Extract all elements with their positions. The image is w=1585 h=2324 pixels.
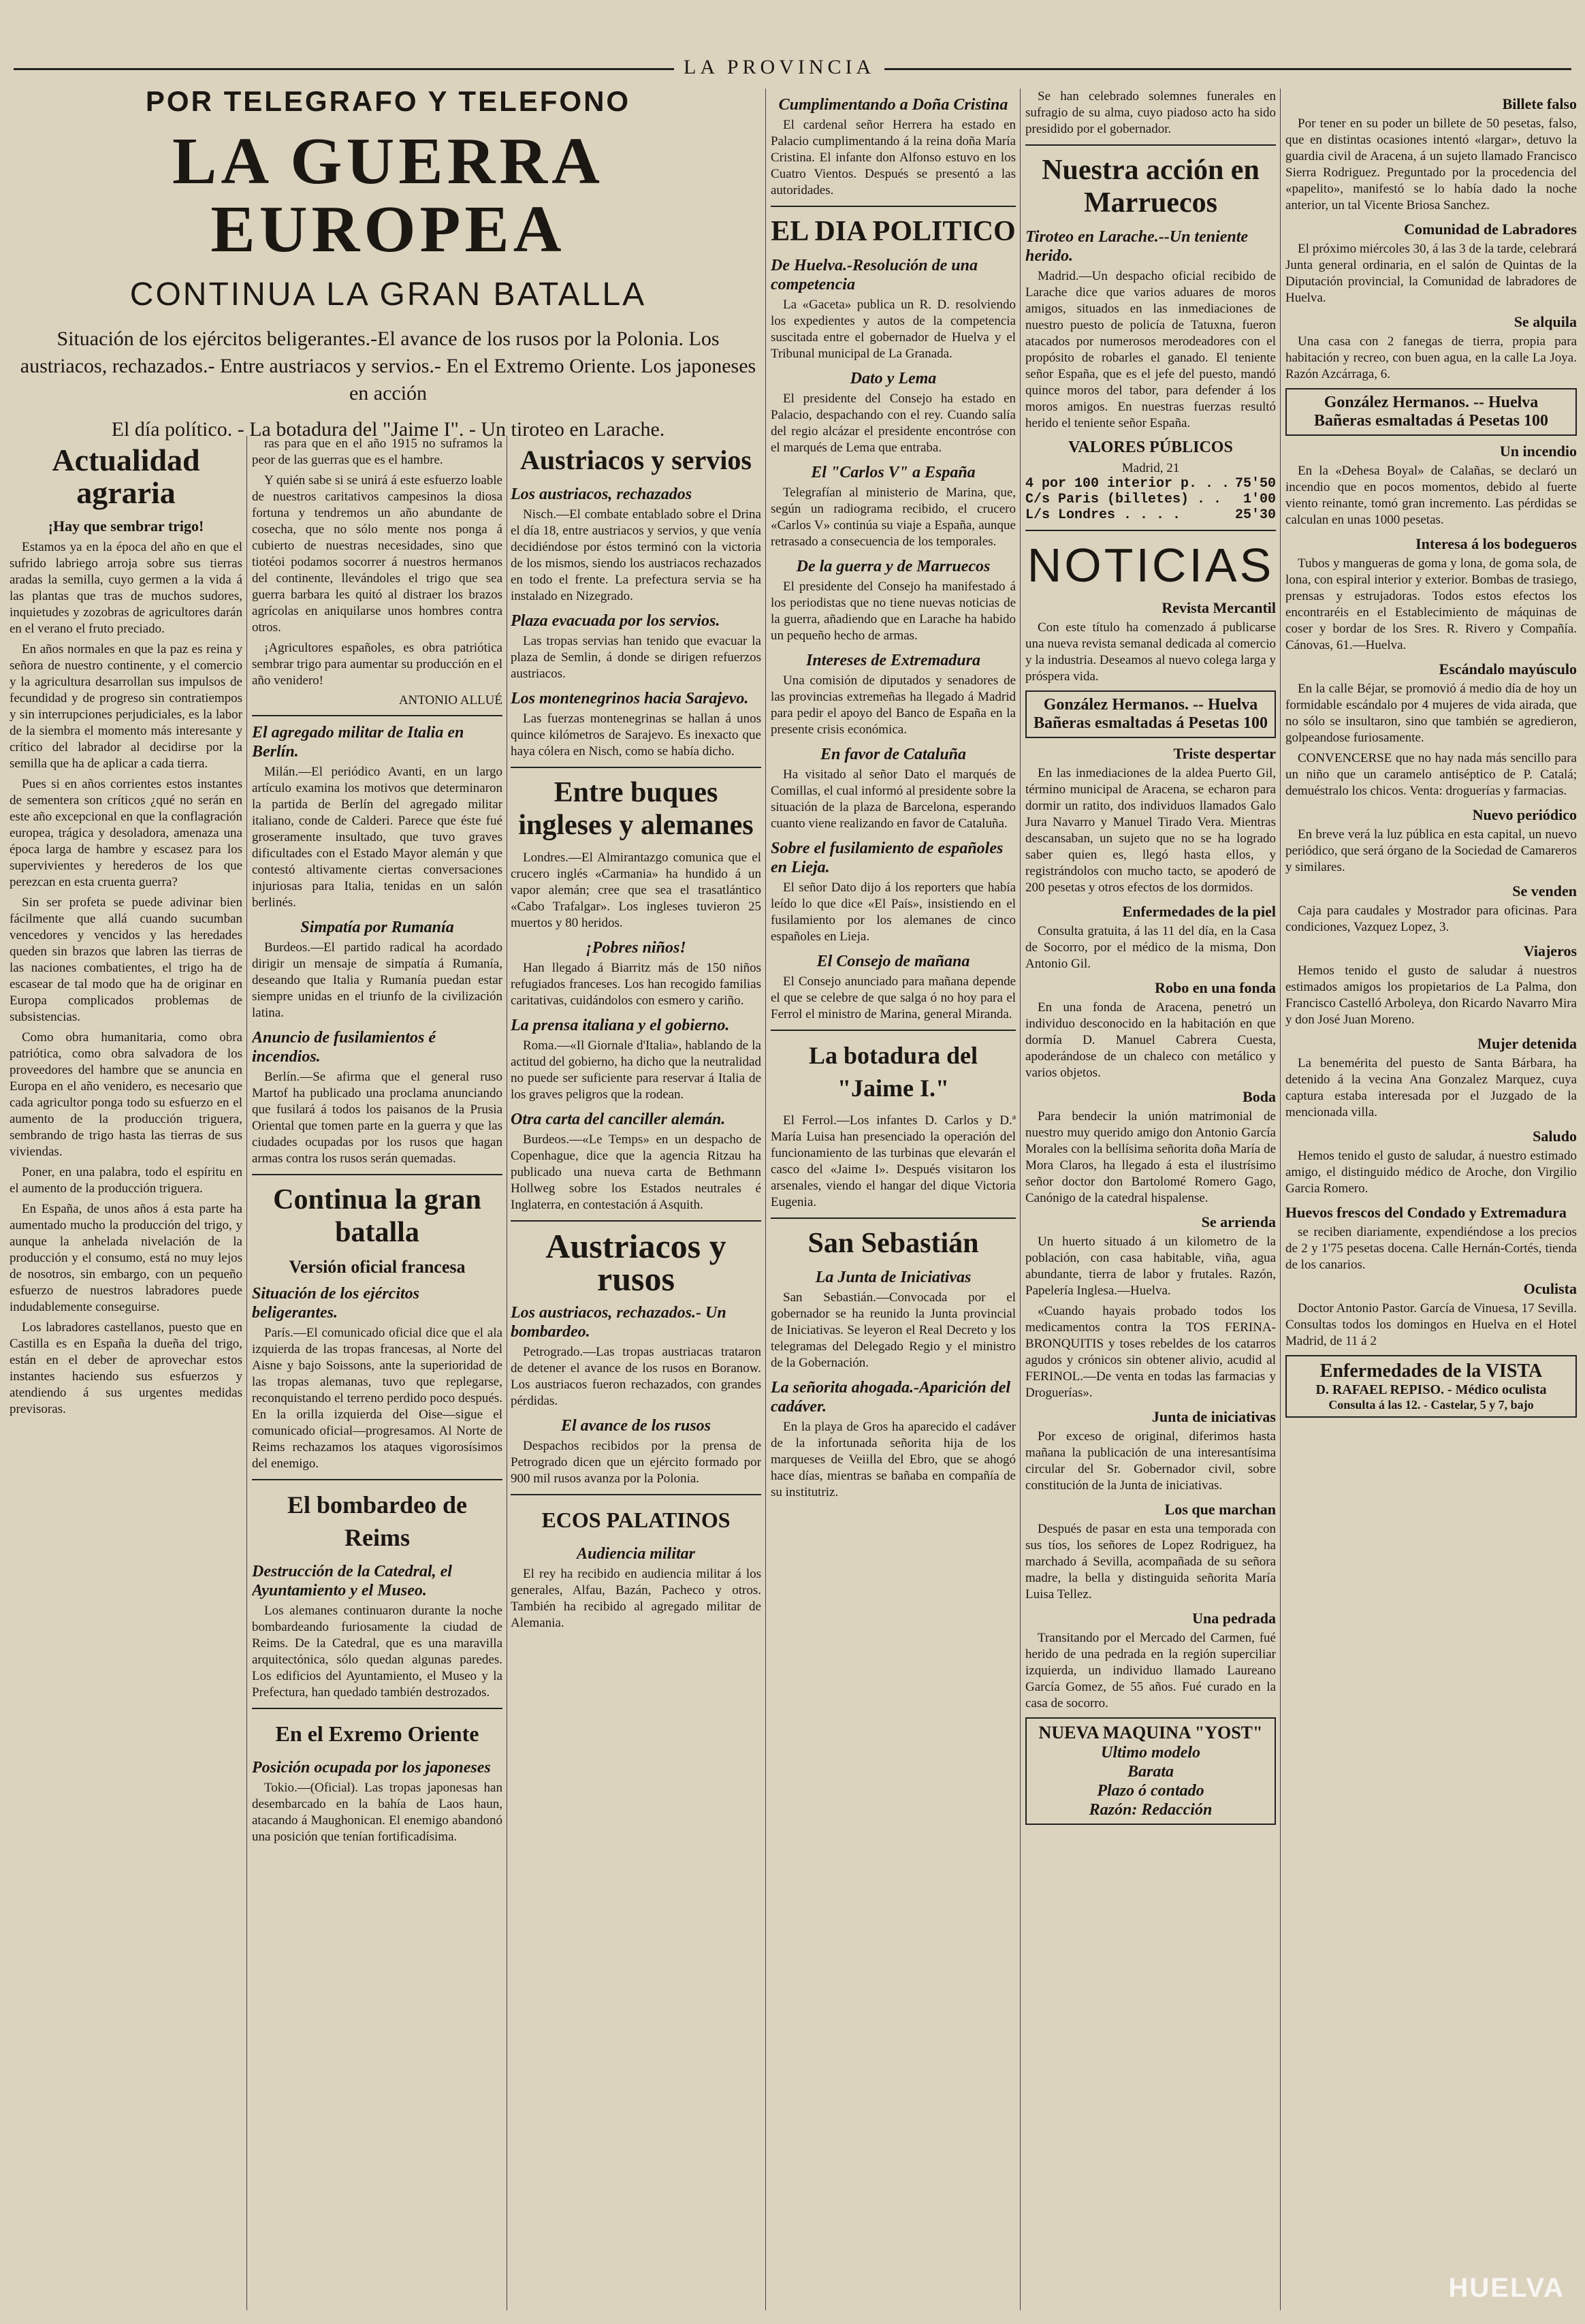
- paragraph: Ha visitado al señor Dato el marqués de Comillas, el cual informó al presidente sobre la situación de la plaza de Barcelona, esperando cuanto viene realizando en favor de Cataluña.: [771, 767, 1016, 831]
- values-row: 4 por 100 interior p. . . 75'50: [1025, 476, 1276, 492]
- article-title: Actualidad agraria: [52, 443, 200, 510]
- paragraph: Los alemanes continuaron durante la noche bombardeando furiosamente la ciudad de Reims. De la Catedral, que es una maravilla arquitectónica, sólo quedan algunas paredes. Los edificios del Ayuntamiento, el Museo y la Prefectura, han quedado también destrozados.: [252, 1604, 502, 1700]
- paragraph: El Ferrol.—Los infantes D. Carlos y D.ª María Luisa han presenciado la operación del funcionamiento de las turbinas que elevarán el casco del «Jaime I». Después visitaron los arsenales, viendo el hangar del dique Victoria Eugenia.: [771, 1113, 1016, 1209]
- divider: [252, 1174, 502, 1175]
- subheading: Los austriacos, rechazados.- Un bombardeo.: [511, 1304, 726, 1341]
- noticias-headline: NOTICIAS: [1027, 539, 1275, 592]
- subheading: Audiencia militar: [576, 1545, 696, 1563]
- paragraph: Burdeos.—«Le Temps» en un despacho de Copenhague, dice que la agencia Ritzau ha publicado una nueva carta de Bethmann Hollweg sobre los Estados neutrales é Inglaterra, en contestación á Asquith.: [511, 1132, 761, 1212]
- paragraph: Doctor Antonio Pastor. García de Vinuesa, 17 Sevilla. Consultas todos los domingos en Huelva en el Hotel Madrid, de 11 á 2: [1285, 1301, 1577, 1348]
- watermark-logo: HUELVA: [1448, 2273, 1565, 2303]
- paragraph: Un huerto situado á un kilometro de la población, con casa habitable, viña, agua abundante, tierra de labor y frutales. Razón, Papelería Inglesa.—Huelva.: [1025, 1235, 1276, 1298]
- paragraph: Poner, en una palabra, todo el espíritu en el aumento de la producción triguera.: [10, 1165, 242, 1196]
- subheading: Posición ocupada por los japoneses: [252, 1759, 491, 1777]
- banner-headline: LA GUERRA EUROPEA: [172, 125, 604, 266]
- paragraph: se reciben diariamente, expendiéndose a los precios de 2 y 1'75 pesetas docena. Calle Hernán-Cortés, tienda de los canarios.: [1285, 1225, 1577, 1272]
- paragraph: Se han celebrado solemnes funerales en sufragio de su alma, cuyo piadoso acto ha sido presidido por el gobernador.: [1025, 89, 1276, 136]
- paragraph: En España, de unos años á esta parte ha aumentado mucho la producción del trigo, y aunque la anhelada nivelación de la producción y el consumo, está no muy lejos de nosotros, sin embargo, con un pequeño esfuerzo de nuestros labradores puede indudablemente conseguirse.: [10, 1202, 242, 1314]
- paragraph: Berlín.—Se afirma que el general ruso Martof ha publicado una proclama anunciando que fusilará á todos los paisanos de la Prusia Oriental que tomen parte en la guerra y que las ciudades ocupadas por los rusos que hagan armas contra los rusos serán quemadas.: [252, 1070, 502, 1166]
- divider: [252, 1479, 502, 1480]
- news-heading: Huevos frescos del Condado y Extremadura: [1285, 1204, 1567, 1221]
- column-divider: [1020, 89, 1021, 2310]
- front-banner: [14, 85, 763, 441]
- section-headline: El bombardeo de Reims: [287, 1491, 468, 1551]
- section-headline: EL DIA POLITICO: [771, 216, 1016, 247]
- subheading: La señorita ahogada.-Aparición del cadáver.: [771, 1379, 1011, 1416]
- paragraph: Madrid.—Un despacho oficial recibido de Larache dice que varios aduares de moros amigos, situados en las inmediaciones de nuestro puesto de policía de Tatuxna, fueron atacados por numerosos merodeadores con el propósito de robarles el ganado. El teniente señor España, que es el jefe del puesto, mandó quince moros del tabor, para defender á los moros amigos. En nuestras fuerzas resultó herido el teniente señor España.: [1025, 269, 1276, 430]
- divider: [771, 1030, 1016, 1031]
- subheading: Los montenegrinos hacia Sarajevo.: [511, 690, 749, 707]
- banner-line-1: POR TELEGRAFO Y TELEFONO: [145, 85, 631, 117]
- section-headline: Austriacos y servios: [520, 445, 752, 475]
- column-1: [10, 436, 242, 2308]
- paragraph: Una casa con 2 fanegas de tierra, propia para habitación y recreo, con buen agua, en la calle La Joya. Razón Azcárraga, 6.: [1285, 334, 1577, 381]
- paragraph: En años normales en que la paz es reina y señora de nuestro continente, y el comercio y la agricultura desarrollan sus impulsos de fecundidad y de progreso sin contratiempos y sin interrupciones perjudiciales, es la labor de la siembra el momento más interesante y crítico del labrador al decidirse por la semilla que ha de aplicar a cada tierra.: [10, 642, 242, 771]
- paragraph: Los labradores castellanos, puesto que en Castilla es en España la dueña del trigo, están en el deber de aprovechar estos instantes haciendo sus esfuerzos y atendiendo á sus urgentes medidas previsoras.: [10, 1320, 242, 1416]
- section-headline: La botadura del "Jaime I.": [808, 1042, 978, 1102]
- paragraph: Tokio.—(Oficial). Las tropas japonesas han desembarcado en la bahía de Laos haun, atacando á Maughonican. El enemigo abandonó una posición que tenían fortificadísima.: [252, 1781, 502, 1844]
- divider: [252, 1708, 502, 1709]
- paragraph: Consulta gratuita, á las 11 del día, en la Casa de Socorro, por el médico de la misma, Don Antonio Gil.: [1025, 924, 1276, 971]
- paragraph: Sin ser profeta se puede adivinar bien fácilmente que allá cuando sucumban vencedores y vencidos y las heredades queden sin brazos que labren las tierras de las naciones combatientes, el trigo ha de escasear de tal modo que ha de originar en Europa complicados problemas de subsistencias.: [10, 895, 242, 1024]
- advertisement: NUEVA MAQUINA "YOST" Ultimo modelo Barata Plazo ó contado Razón: Redacción: [1025, 1717, 1276, 1825]
- paragraph: En la playa de Gros ha aparecido el cadáver de la infortunada señorita hija de los marqueses de Veiilla del Ebro, que se ahogó hace días, mientras se bañaba en compañía de su institutriz.: [771, 1420, 1016, 1499]
- banner-summary: Situación de los ejércitos beligerantes.-El avance de los rusos por la Polonia. Los austriacos, rechazados.- Entre austriacos y servios.- En el Extremo Oriente. Los japoneses en acción: [20, 328, 756, 404]
- section-headline: San Sebastián: [807, 1228, 979, 1259]
- paragraph: La «Gaceta» publica un R. D. resolviendo los expedientes y autos de la competencia suscitada entre el gobernador de Huelva y el Tribunal municipal de La Granada.: [771, 298, 1016, 361]
- paragraph: «Cuando hayais probado todos los medicamentos contra la TOS FERINA-BRONQUITIS y toses rebeldes de los catarros agudos y crónicos sin obtener alivio, acudid al FERINOL.—De venta en todas las farmacias y Droguerías».: [1025, 1304, 1276, 1400]
- column-4: [771, 89, 1016, 2308]
- subheading: El agregado militar de Italia en Berlín.: [252, 724, 464, 761]
- paragraph: Milán.—El periódico Avanti, en un largo artículo examina los motivos que determinaron la partida de Berlín del agregado militar italiano, conde de Calderi. Parece que éste fué groseramente insultado, que tuvo graves dificultades con el Estado Mayor alemán y que contestó altivamente ciertas conversaciones injuriosas para Italia, tenidas en un salón berlinés.: [252, 765, 502, 910]
- subheading: Tiroteo en Larache.--Un teniente herido.: [1025, 228, 1249, 265]
- section-headline: ECOS PALATINOS: [541, 1508, 731, 1532]
- subheading: Dato y Lema: [850, 370, 937, 387]
- subheading: El avance de los rusos: [560, 1417, 711, 1435]
- news-heading: Nuevo periódico: [1472, 806, 1577, 823]
- subheading: Anuncio de fusilamientos é incendios.: [252, 1029, 436, 1066]
- paragraph: El presidente del Consejo ha estado en Palacio, despachando con el rey. Cuando salía del regio alcázar el presidente encontróse con el marqués de Lema que entraba.: [771, 392, 1016, 455]
- news-heading: Triste despertar: [1173, 745, 1276, 762]
- paragraph: San Sebastián.—Convocada por el gobernador se ha reunido la Junta provincial de Iniciativas. Se leyeron el Real Decreto y los telegramas del Delegado Regio y el ministro de la Gobernación.: [771, 1290, 1016, 1370]
- news-heading: Se arrienda: [1201, 1213, 1276, 1230]
- subheading: ¡Pobres niños!: [586, 939, 686, 957]
- paragraph: Transitando por el Mercado del Carmen, fué herido de una pedrada en la región superciliar izquierda, un individuo llamado Laureano García Gomez, de 55 años. Fué curado en la casa de socorro.: [1025, 1631, 1276, 1710]
- news-heading: Un incendio: [1499, 443, 1577, 460]
- divider: [1025, 530, 1276, 531]
- news-heading: Robo en una fonda: [1155, 979, 1276, 996]
- section-headline: En el Exremo Oriente: [275, 1721, 479, 1746]
- values-title: VALORES PÚBLICOS: [1068, 439, 1233, 456]
- divider: [511, 1220, 761, 1222]
- news-heading: Interesa á los bodegueros: [1415, 535, 1577, 552]
- news-heading: Saludo: [1533, 1128, 1577, 1145]
- divider: [511, 767, 761, 768]
- news-heading: Billete falso: [1502, 95, 1577, 112]
- advertisement: Enfermedades de la VISTA D. RAFAEL REPISO. - Médico oculista Consulta á las 12. - Castelar, 5 y 7, bajo: [1285, 1355, 1577, 1418]
- divider: [771, 206, 1016, 207]
- news-heading: Comunidad de Labradores: [1404, 221, 1577, 238]
- paragraph: Burdeos.—El partido radical ha acordado dirigir un mensaje de simpatía á Rumanía, deseando que Italia y Rumanía puedan estar siempre unidas en el triunfo de la civilización latina.: [252, 940, 502, 1020]
- subheading: De la guerra y de Marruecos: [796, 558, 991, 575]
- paragraph: Hemos tenido el gusto de saludar á nuestros estimados amigos los propietarios de La Palma, don Francisco Castelló Arboleya, don Ricardo Navarro Mira y don José Juan Moreno.: [1285, 964, 1577, 1027]
- news-heading: Se alquila: [1514, 313, 1577, 330]
- divider: [1025, 144, 1276, 146]
- values-row: L/s Londres . . . . 25'30: [1025, 507, 1276, 523]
- paragraph: El Consejo anunciado para mañana depende el que se celebre de que salga ó no hoy para el Ferrol el ministro de Marina, general Miranda.: [771, 974, 1016, 1021]
- paragraph: Las fuerzas montenegrinas se hallan á unos quince kilómetros de Sarajevo. Es inexacto que haya cólera en Nisch, como se había dicho.: [511, 712, 761, 759]
- column-6: [1285, 89, 1577, 2308]
- paragraph: En las inmediaciones de la aldea Puerto Gil, término municipal de Aracena, se echaron para dormir un ratito, dos individuos llamados Galo Jura Navarro y Manuel Tirado Vera. Mientras descansaban, un sujeto que no se ha logrado saber quien es, llegó hasta ellos, y registrándolos con mucho tacto, se apoderó de 200 pesetas y otros efectos de los dormidos.: [1025, 766, 1276, 895]
- paragraph: El señor Dato dijo á los reporters que había leído lo que dice «El País», insistiendo en el fusilamiento por los alemanes de cinco españoles en Lieja.: [771, 880, 1016, 944]
- news-heading: Oculista: [1523, 1280, 1577, 1297]
- news-heading: Boda: [1243, 1088, 1276, 1105]
- paragraph: Estamos ya en la época del año en que el sufrido labriego arroja sobre sus tierras aradas la semilla, cuyo germen a la vida á las plantas que tras de muchos sudores, inquietudes y zozobras de agricultores darán en el verano el fruto preciado.: [10, 540, 242, 636]
- paragraph: En la calle Béjar, se promovió á medio día de hoy un formidable escándalo por 4 mujeres de vida airada, que no sólo se insultaron, sino que también se agredieron, golpeandose furiosamente.: [1285, 682, 1577, 745]
- paragraph: CONVENCERSE que no hay nada más sencillo para un niño que un caramelo antiséptico de P. Catalá; demuéstralo los chicos. Venta: droguerías y farmacias.: [1285, 751, 1577, 798]
- running-head: LA PROVINCIA: [674, 56, 884, 79]
- banner-line-3: CONTINUA LA GRAN BATALLA: [129, 276, 647, 313]
- signature: ANTONIO ALLUÉ: [398, 693, 502, 707]
- paragraph: El presidente del Consejo ha manifestado á los periodistas que no tiene nuevas noticias de la guerra, añadiendo que en Larache ha habido un pequeño hecho de armas.: [771, 579, 1016, 643]
- column-3: [511, 436, 761, 2308]
- paragraph: La benemérita del puesto de Santa Bárbara, ha detenido á la vecina Ana Gonzalez Marquez, cuya captura estaba interesada por el Juzgado de la mencionada villa.: [1285, 1056, 1577, 1119]
- paragraph: Las tropas servias han tenido que evacuar la plaza de Semlin, á donde se dirigen refuerzos austriacos.: [511, 634, 761, 681]
- subheading: El "Carlos V" a España: [811, 464, 976, 481]
- subheading: Plaza evacuada por los servios.: [511, 612, 720, 630]
- paragraph: ras para que en el año 1915 no suframos la peor de las guerras que es el hambre.: [252, 436, 502, 467]
- subheading: De Huelva.-Resolución de una competencia: [771, 257, 978, 293]
- subheading: Cumplimentando a Doña Cristina: [778, 96, 1008, 114]
- subheading: Sobre el fusilamiento de españoles en Lieja.: [771, 840, 1004, 876]
- paragraph: Nisch.—El combate entablado sobre el Drina el día 18, entre austriacos y servios, y que venía decidiéndose por éstos terminó con la victoria de los mismos, siendo los austriacos rechazados en todo el frente. La prefectura servia se ha instalado en Nizegrado.: [511, 507, 761, 603]
- paragraph: Una comisión de diputados y senadores de las provincias extremeñas ha llegado á Madrid para pedir el apoyo del Banco de España en la presente crisis económica.: [771, 673, 1016, 737]
- news-heading: Mujer detenida: [1477, 1035, 1577, 1052]
- subheading: En favor de Cataluña: [820, 746, 967, 763]
- divider: [771, 1217, 1016, 1219]
- subheading: La prensa italiana y el gobierno.: [511, 1017, 730, 1034]
- paragraph: El rey ha recibido en audiencia militar á los generales, Alfau, Bazán, Pacheco y otros. También ha recibido al agregado militar de Alemania.: [511, 1567, 761, 1630]
- subheading: Otra carta del canciller alemán.: [511, 1111, 726, 1128]
- news-heading: Revista Mercantil: [1162, 599, 1276, 616]
- paragraph: En breve verá la luz pública en esta capital, un nuevo periódico, que será órgano de la Sociedad de Camareros y similares.: [1285, 827, 1577, 874]
- advertisement: González Hermanos. -- Huelva Bañeras esmaltadas á Pesetas 100: [1025, 690, 1276, 738]
- subheading: Simpatía por Rumanía: [300, 919, 454, 936]
- paragraph: ¡Agricultores españoles, es obra patriótica sembrar trigo para aumentar su producción en el año venidero!: [252, 641, 502, 688]
- column-divider: [765, 89, 766, 2310]
- news-heading: Escándalo mayúsculo: [1439, 660, 1577, 678]
- paragraph: Como obra humanitaria, como obra patriótica, como obra salvadora de los proveedores del hambre que se anuncia en Europa en el año venidero, es necesario que cada agricultor ponga todo su esfuerzo en el aumento de la producción triguera, sembrando de trigo hasta las tierras de sus viviendas.: [10, 1030, 242, 1159]
- paragraph: Han llegado á Biarritz más de 150 niños refugiados franceses. Los han recogido familias caritativas, cuidándolos con esmero y cariño.: [511, 961, 761, 1008]
- section-headline: Nuestra acción en Marruecos: [1042, 155, 1260, 219]
- paragraph: Roma.—«Il Giornale d'Italia», hablando de la actitud del gobierno, ha dicho que la neutralidad no puede ser suficiente para reservar á Italia de los graves peligros que la rodean.: [511, 1038, 761, 1102]
- news-heading: Enfermedades de la piel: [1122, 903, 1276, 920]
- section-headline: Continua la gran batalla: [273, 1184, 481, 1248]
- paragraph: Por tener en su poder un billete de 50 pesetas, falso, que en distintas ocasiones intentó «largar», detuvo la guardia civil de Aracena, á un sujeto llamado Francisco Sierra Rodriguez. Preguntado por la procedencia del «papelito», manifestó se lo había dado la noche anterior, un tal Vicente Briosa Sanchez.: [1285, 116, 1577, 212]
- paragraph: Londres.—El Almirantazgo comunica que el crucero inglés «Carmania» ha hundido á un vapor alemán; cree que sea el trasatlántico «Cabo Trafalgar». Los ingleses tuvieron 25 muertos y 80 heridos.: [511, 850, 761, 930]
- paragraph: Petrogrado.—Las tropas austriacas trataron de detener el avance de los rusos en Boranow. Los austriacos fueron rechazados, con grandes pérdidas.: [511, 1345, 761, 1408]
- paragraph: Pues si en años corrientes estos instantes de sementera son críticos ¿qué no serán en este año excepcional en que la conflagración europea, trágica y desoladora, amenaza una época larga de hambre y escasez para los supervivientes y herederos de los que perezcan en esta cruenta guerra?: [10, 777, 242, 889]
- section-headline: Entre buques ingleses y alemanes: [518, 777, 754, 841]
- divider: [511, 1494, 761, 1495]
- column-5: [1025, 89, 1276, 2308]
- subheading: Los austriacos, rechazados: [511, 486, 692, 503]
- paragraph: Por exceso de original, diferimos hasta mañana la publicación de una interesantísima circular del Sr. Gobernador civil, sobre constitución de la Junta de iniciativas.: [1025, 1429, 1276, 1493]
- paragraph: Tubos y mangueras de goma y lona, de goma sola, de lona, con espiral interior y exterior. Bombas de trasiego, prensas y estrujadoras. Todos estos efectos los encontraréis en el Establecimiento de máquinas de coser y bordar de los Sres. R. Rivero y Compañía. Cánovas, 61.—Huelva.: [1285, 556, 1577, 652]
- subheading: La Junta de Iniciativas: [815, 1269, 972, 1286]
- banner-summary-2: El día político. - La botadura del "Jaime I". - Un tiroteo en Larache.: [111, 418, 665, 441]
- subheading: Intereses de Extremadura: [805, 652, 980, 669]
- paragraph: París.—El comunicado oficial dice que el ala izquierda de las tropas francesas, al Norte del Aisne y bajo Soissons, ante la superioridad de las tropas alemanas, tuvo que replegarse, reconquistando el terreno perdido poco después. En la orilla izquierda del Oise—sigue el comunicado oficial—progresamos. Al Norte de Reims rechazamos los ataques vigorosísimos del enemigo.: [252, 1326, 502, 1471]
- paragraph: Despachos recibidos por la prensa de Petrogrado dicen que un ejército formado por 900 mil rusos avanza por la Polonia.: [511, 1439, 761, 1486]
- values-date: Madrid, 21: [1121, 461, 1180, 475]
- paragraph: Después de pasar en esta una temporada con sus tíos, los señores de Lopez Rodriguez, ha marchado á Sevilla, acompañada de su señora madre, la bella y distinguida señorita María Luisa Tellez.: [1025, 1522, 1276, 1602]
- section-headline: Austriacos y rusos: [545, 1227, 726, 1298]
- paragraph: En una fonda de Aracena, penetró un individuo desconocido en la habitación en que dormía D. Manuel Cabrera Cuesta, apoderándose de un chaleco con metálico y varios objetos.: [1025, 1000, 1276, 1080]
- column-divider: [246, 436, 247, 2310]
- section-subhead: Versión oficial francesa: [289, 1257, 466, 1277]
- news-heading: Viajeros: [1523, 942, 1577, 959]
- paragraph: Para bendecir la unión matrimonial de nuestro muy querido amigo don Antonio García Morales con la bellísima señorita doña María de Mora Claros, ha llegado á esta el ilustrísimo señor doctor don Bartolomé Romero Gago, Canónigo de la catedral hispalense.: [1025, 1109, 1276, 1205]
- news-heading: Se venden: [1512, 882, 1577, 900]
- paragraph: Telegrafían al ministerio de Marina, que, según un radiograma recibido, el crucero «Carlos V» continúa su viaje a España, aunque retrasado a consecuencia de los temporales.: [771, 486, 1016, 549]
- paragraph: En la «Dehesa Boyal» de Calañas, se declaró un incendio que en pocos momentos, debido al fuerte viento reinante, tomó gran incremento. Las pérdidas se calculan en unas 1000 pesetas.: [1285, 464, 1577, 527]
- advertisement: González Hermanos. -- Huelva Bañeras esmaltadas á Pesetas 100: [1285, 388, 1577, 436]
- paragraph: Caja para caudales y Mostrador para oficinas. Para condiciones, Vazquez Lopez, 3.: [1285, 904, 1577, 934]
- subheading: Situación de los ejércitos beligerantes.: [252, 1285, 419, 1322]
- values-table: [1025, 476, 1276, 523]
- news-heading: Los que marchan: [1164, 1501, 1276, 1518]
- column-2: [252, 436, 502, 2308]
- subheading: Destrucción de la Catedral, el Ayuntamiento y el Museo.: [252, 1563, 452, 1599]
- paragraph: Y quién sabe si se unirá á este esfuerzo loable de nuestros caritativos campesinos la diosa fortuna y tendremos un año abundante de cosecha, que no sólo mente nos ponga á cubierto de nuestras necesidades, sino que tiotéoi podamos socorrer á nuestros hermanos del continente, llevándoles el trigo que sea guerra barbara les quitó al distraer los brazos agrícolas en aniquilarse unos hombres contra otros.: [252, 473, 502, 635]
- values-row: C/s Paris (billetes) . . 1'00: [1025, 492, 1276, 507]
- divider: [252, 715, 502, 716]
- paragraph: Con este título ha comenzado á publicarse una nueva revista semanal dedicada al comercio y la industria. Deseamos al nuevo colega larga y próspera vida.: [1025, 620, 1276, 684]
- article-subtitle: ¡Hay que sembrar trigo!: [48, 518, 204, 535]
- news-heading: Una pedrada: [1192, 1610, 1276, 1627]
- paragraph: El próximo miércoles 30, á las 3 de la tarde, celebrará Junta general ordinaria, en el salón de Quintas de la Diputación provincial, la Comunidad de labradores de Huelva.: [1285, 242, 1577, 305]
- column-divider: [1280, 89, 1281, 2310]
- paragraph: Hemos tenido el gusto de saludar, á nuestro estimado amigo, el distinguido médico de Aroche, don Virgilio Garcia Romero.: [1285, 1149, 1577, 1196]
- paragraph: El cardenal señor Herrera ha estado en Palacio cumplimentando á la reina doña María Cristina. El infante don Alfonso estuvo en los Cuatro Vientos. Después se presentó a las autoridades.: [771, 118, 1016, 197]
- subheading: El Consejo de mañana: [816, 953, 970, 970]
- news-heading: Junta de iniciativas: [1151, 1408, 1276, 1425]
